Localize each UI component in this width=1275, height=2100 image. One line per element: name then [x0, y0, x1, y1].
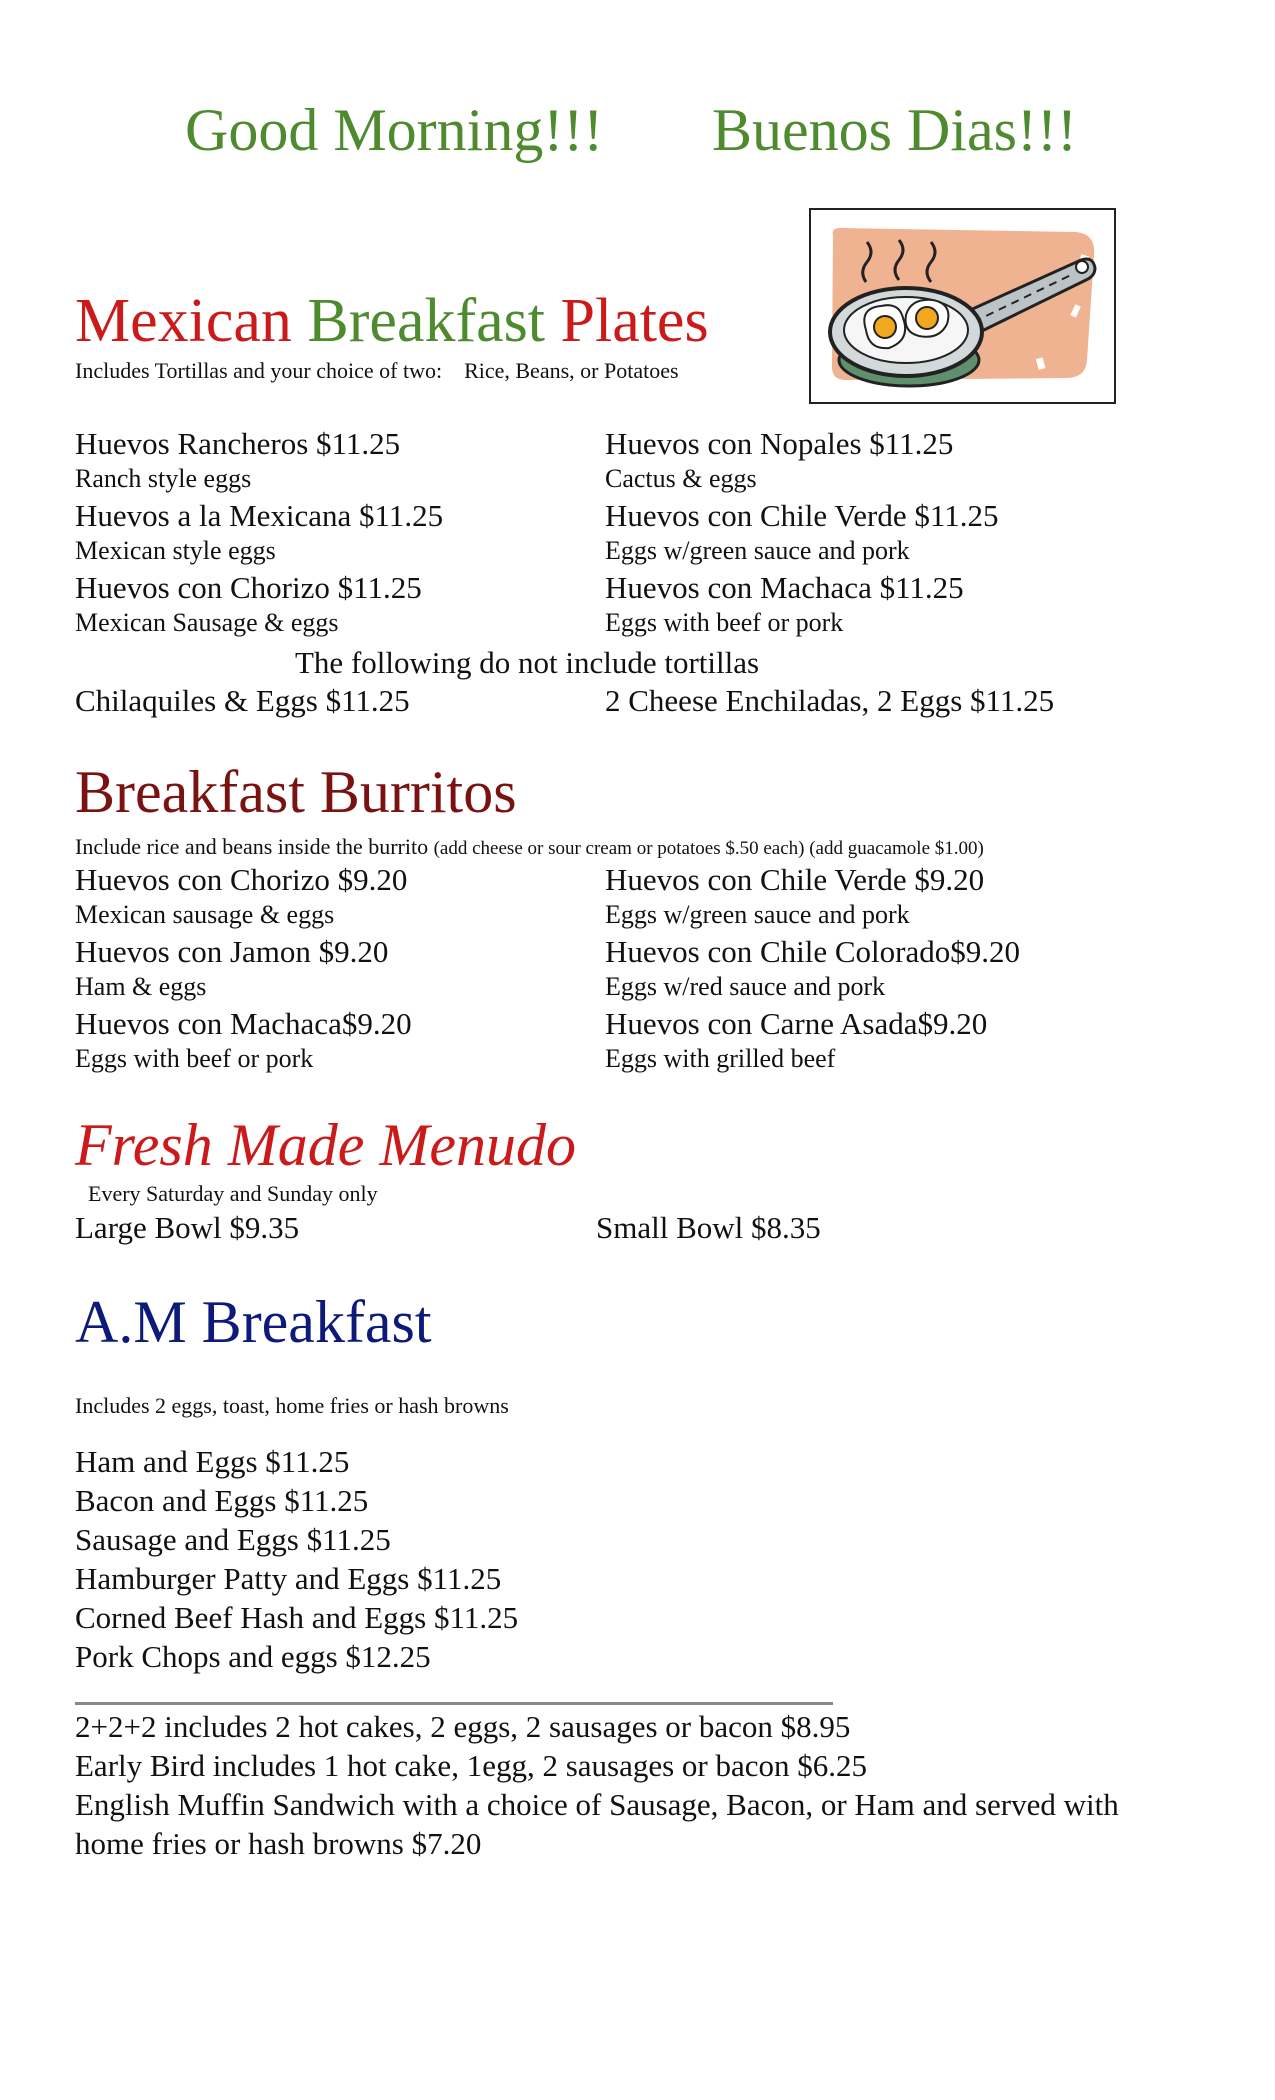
mexican-plates-title-word3: Plates: [560, 287, 709, 355]
mexican-plates-note: Includes Tortillas and your choice of two: Rice, Beans, or Potatoes: [75, 358, 679, 383]
menu-item: Huevos a la Mexicana $11.25: [75, 498, 444, 533]
menu-item-description: Eggs with grilled beef: [605, 1044, 836, 1073]
burritos-note: [75, 836, 984, 858]
am-breakfast-list: [75, 1442, 518, 1676]
special-item: Early Bird includes 1 hot cake, 1egg, 2 sausages or bacon $6.25: [75, 1748, 868, 1783]
menu-item: Huevos con Machaca$9.20: [75, 1006, 412, 1041]
menu-item-description: Eggs with beef or pork: [75, 1044, 314, 1073]
menu-item: Huevos con Chile Colorado$9.20: [605, 934, 1021, 969]
menu-item: Large Bowl $9.35: [75, 1210, 300, 1245]
frying-pan-eggs-icon: [811, 210, 1114, 402]
breakfast-illustration: [809, 208, 1116, 404]
menu-item-description: Mexican sausage & eggs: [75, 900, 335, 929]
menudo-note: Every Saturday and Sunday only: [88, 1181, 378, 1206]
menu-item: Huevos con Chorizo $11.25: [75, 570, 422, 605]
menu-item-description: Mexican style eggs: [75, 536, 276, 565]
menu-item: Huevos con Jamon $9.20: [75, 934, 389, 969]
greeting-spanish: Buenos Dias!!!: [712, 97, 1077, 163]
menu-item: Sausage and Eggs $11.25: [75, 1522, 391, 1557]
no-tortilla-note: The following do not include tortillas: [295, 645, 760, 680]
menu-item: Corned Beef Hash and Eggs $11.25: [75, 1600, 519, 1635]
menu-item: Hamburger Patty and Eggs $11.25: [75, 1561, 502, 1596]
menu-item: Ham and Eggs $11.25: [75, 1444, 350, 1479]
menudo-title: Fresh Made Menudo: [75, 1112, 576, 1178]
menu-item: 2 Cheese Enchiladas, 2 Eggs $11.25: [605, 683, 1055, 718]
special-item: home fries or hash browns $7.20: [75, 1826, 482, 1861]
burritos-note-main: Include rice and beans inside the burrito: [75, 834, 429, 859]
divider: [75, 1702, 833, 1705]
menu-item: Chilaquiles & Eggs $11.25: [75, 683, 410, 718]
menu-item-description: Mexican Sausage & eggs: [75, 608, 339, 637]
menu-item: Huevos con Chile Verde $11.25: [605, 498, 999, 533]
menu-item: Huevos con Chorizo $9.20: [75, 862, 408, 897]
menu-item: Huevos con Nopales $11.25: [605, 426, 954, 461]
am-breakfast-note: Includes 2 eggs, toast, home fries or hash browns: [75, 1393, 509, 1418]
mexican-plates-title-word2: Breakfast: [307, 287, 545, 355]
menu-item: Huevos Rancheros $11.25: [75, 426, 401, 461]
mexican-plates-title: [75, 287, 709, 355]
menu-item: Bacon and Eggs $11.25: [75, 1483, 369, 1518]
menu-item: Huevos con Carne Asada$9.20: [605, 1006, 988, 1041]
mexican-plates-title-word1: Mexican: [75, 287, 292, 355]
burritos-note-addons: (add cheese or sour cream or potatoes $.50 each) (add guacamole $1.00): [433, 838, 984, 859]
menu-item: Huevos con Chile Verde $9.20: [605, 862, 985, 897]
special-item: 2+2+2 includes 2 hot cakes, 2 eggs, 2 sausages or bacon $8.95: [75, 1709, 851, 1744]
menu-item: Small Bowl $8.35: [596, 1210, 821, 1245]
am-breakfast-title: A.M Breakfast: [75, 1289, 432, 1355]
special-item: English Muffin Sandwich with a choice of Sausage, Bacon, or Ham and served with: [75, 1787, 1119, 1822]
menu-item-description: Eggs with beef or pork: [605, 608, 844, 637]
menu-item-description: Eggs w/green sauce and pork: [605, 900, 910, 929]
greeting-english: Good Morning!!!: [185, 97, 604, 163]
menu-item-description: Ham & eggs: [75, 972, 207, 1001]
am-specials-list: [75, 1707, 1119, 1863]
menu-item: Huevos con Machaca $11.25: [605, 570, 964, 605]
menu-item-description: Cactus & eggs: [605, 464, 757, 493]
menu-item-description: Ranch style eggs: [75, 464, 252, 493]
menu-item-description: Eggs w/red sauce and pork: [605, 972, 886, 1001]
menu-item: Pork Chops and eggs $12.25: [75, 1639, 431, 1674]
menu-item-description: Eggs w/green sauce and pork: [605, 536, 910, 565]
burritos-title: Breakfast Burritos: [75, 759, 517, 825]
